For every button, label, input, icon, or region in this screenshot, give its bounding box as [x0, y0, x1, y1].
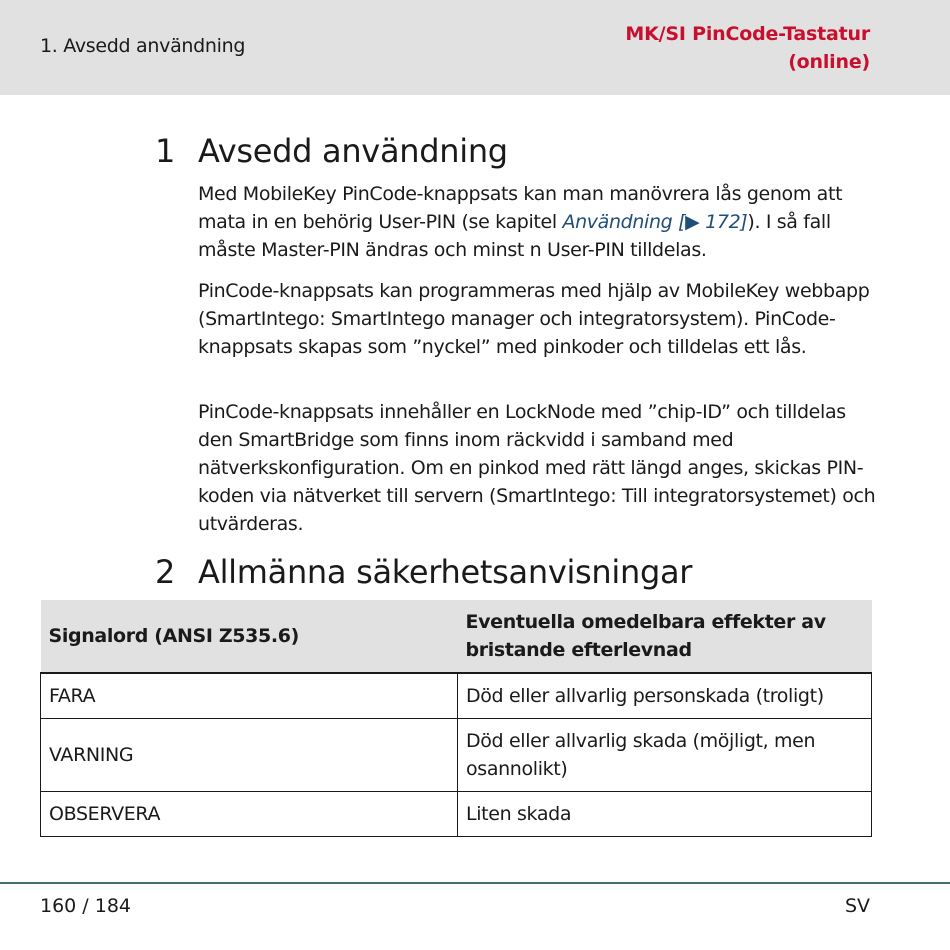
section1-number: 1	[154, 132, 175, 170]
page-header	[0, 0, 950, 95]
table-cell-effect: Död eller allvarlig skada (möjligt, men osannolikt)	[458, 719, 872, 792]
chapter-link[interactable]: Användning [▶ 172]	[562, 211, 748, 233]
table-cell-signal: FARA	[41, 673, 458, 719]
table-header-effect: Eventuella omedelbara effekter av bristande efterlevnad	[458, 600, 872, 673]
footer-divider	[0, 882, 950, 884]
section1-paragraph-2: PinCode-knappsats kan programmeras med hjälp av MobileKey webbapp (SmartIntego: SmartIntego manager och integratorsystem). PinCode-knappsats skapas som ”nyckel” med pinkoder och tilldelas ett lås.	[198, 280, 870, 358]
table-cell-effect: Liten skada	[458, 792, 872, 837]
section2-title: Allmänna säkerhetsanvisningar	[198, 553, 693, 591]
p1-text-after: ). I så fall måste Master-PIN ändras och minst n User-PIN tilldelas.	[198, 211, 831, 261]
section1-paragraph-3: PinCode-knappsats innehåller en LockNode med ”chip-ID” och tilldelas den SmartBridge som finns inom räckvidd i samband med nätverkskonfiguration. Om en pinkod med rätt längd anges, skickas PIN-koden via nätverket till servern (SmartIntego: Till integratorsystemet) och utvärderas.	[198, 401, 876, 535]
table-row	[41, 792, 872, 837]
page-number: 160 / 184	[40, 895, 132, 917]
language-code: SV	[844, 895, 870, 917]
section1-paragraph-1	[198, 180, 878, 264]
header-chapter-title: 1. Avsedd användning	[40, 35, 246, 57]
signal-word-table	[40, 600, 872, 837]
table-row	[41, 719, 872, 792]
header-product-line1: MK/SI PinCode-Tastatur	[625, 23, 870, 45]
p1-text-before: Med MobileKey PinCode-knappsats kan man manövrera lås genom att mata in en behörig User-PIN (se kapitel	[198, 183, 843, 233]
section2-number: 2	[154, 553, 175, 591]
table-cell-signal: OBSERVERA	[41, 792, 458, 837]
table-cell-effect: Död eller allvarlig personskada (troligt)	[458, 673, 872, 719]
section1-title: Avsedd användning	[198, 132, 508, 170]
table-header-row	[41, 600, 872, 673]
table-header-signal: Signalord (ANSI Z535.6)	[41, 600, 458, 673]
table-cell-signal: VARNING	[41, 719, 458, 792]
header-product-line2: (online)	[788, 51, 870, 73]
header-product-name	[625, 20, 870, 76]
table-row	[41, 673, 872, 719]
